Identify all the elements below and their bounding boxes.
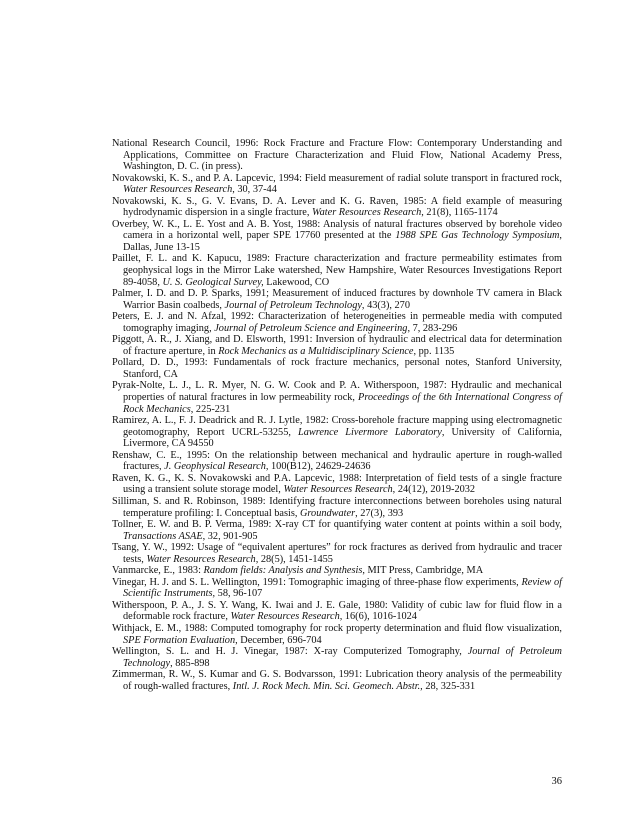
reference-details: , 30, 37-44	[232, 184, 277, 196]
reference-source-title: J. Geophysical Research,	[164, 461, 269, 473]
reference-entry	[112, 565, 562, 577]
reference-text: Overbey, W. K., L. E. Yost and A. B. Yost, 1988: Analysis of natural fractures observed by borehole video camera in a horizontal well, paper SPE 17760 presented at the	[112, 218, 562, 242]
reference-details: Lakewood, CO	[263, 276, 330, 288]
reference-source-title: Review of Scientific Instruments,	[123, 576, 562, 600]
reference-details: 28, 325-331	[422, 680, 476, 692]
reference-text: Pollard, D. D., 1993: Fundamentals of rock fracture mechanics, personal notes, Stanford University, Stanford, CA	[112, 357, 562, 380]
reference-entry	[112, 219, 562, 254]
reference-text: Tsang, Y. W., 1992: Usage of “equivalent apertures” for rock fractures as derived from hydraulic and tracer tests,	[112, 542, 562, 565]
reference-entry	[112, 173, 562, 196]
reference-text: Zimmerman, R. W., S. Kumar and G. S. Bodvarsson, 1991: Lubrication theory analysis of the permeability of rough-walled fractures,	[112, 669, 562, 692]
reference-details: , 7, 283-296	[407, 322, 458, 334]
reference-details: , MIT Press, Cambridge, MA	[362, 565, 484, 577]
reference-text: Paillet, F. L. and K. Kapucu, 1989: Fracture characterization and fracture permeability estimates from geophysical logs in the Mirror Lake watershed, New Hampshire, Water Resources Investigations Report 89-4058,	[112, 253, 562, 288]
reference-details: , 885-898	[170, 657, 210, 669]
reference-text: Raven, K. G., K. S. Novakowski and P.A. Lapcevic, 1988: Interpretation of field tests of a single fracture using a transient solute storage model,	[112, 472, 562, 496]
reference-entry	[112, 542, 562, 565]
page-number: 36	[551, 776, 562, 787]
reference-details: , 21(8), 1165-1174	[421, 207, 498, 219]
reference-details: , 27(3), 393	[355, 507, 404, 519]
reference-text: Pyrak-Nolte, L. J., L. R. Myer, N. G. W. Cook and P. A. Witherspoon, 1987: Hydraulic and mechanical properties of natural fractures in low permeability rock,	[112, 380, 562, 404]
reference-source-title: Proceedings of the 6th International Congress of Rock Mechanics	[123, 392, 562, 415]
reference-entry	[112, 496, 562, 519]
reference-text: Palmer, I. D. and D. P. Sparks, 1991; Measurement of induced fractures by downhole TV camera in Black Warrior Basin coalbeds,	[112, 288, 562, 311]
reference-details: , 225-231	[190, 403, 231, 415]
reference-source-title: U. S. Geological Survey,	[162, 276, 264, 288]
reference-entry	[112, 646, 562, 669]
reference-text: Witherspoon, P. A., J. S. Y. Wang, K. Iwai and J. E. Gale, 1980: Validity of cubic law for fluid flow in a deformable rock fracture,	[112, 599, 562, 623]
reference-source-title: SPE Formation Evaluation	[123, 634, 236, 646]
reference-entry	[112, 380, 562, 415]
reference-source-title: Intl. J. Rock Mech. Min. Sci. Geomech. Abstr.,	[232, 680, 423, 692]
reference-details: , 24(12), 2019-2032	[392, 484, 476, 496]
reference-entry	[112, 311, 562, 334]
reference-source-title: Journal of Petroleum Technology	[123, 646, 562, 669]
reference-source-title: Groundwater	[300, 507, 356, 519]
reference-details: , December, 696-704	[235, 634, 322, 646]
reference-details: , 32, 901-905	[202, 530, 258, 542]
reference-text: Vinegar, H. J. and S. L. Wellington, 1991: Tomographic imaging of three-phase flow experiments,	[112, 576, 522, 588]
reference-source-title: Journal of Petroleum Technology	[224, 299, 362, 311]
reference-source-title: 1988 SPE Gas Technology Symposium	[395, 230, 560, 242]
reference-details: 100(B12), 24629-24636	[268, 461, 371, 473]
reference-source-title: Water Resources Research	[283, 484, 393, 496]
reference-entry	[112, 357, 562, 380]
reference-text: Peters, E. J. and N. Afzal, 1992: Characterization of heterogeneities in permeable media with computed tomography imaging,	[112, 311, 562, 334]
reference-text: Ramirez, A. L., F. J. Deadrick and R. J. Lytle, 1982: Cross-borehole fracture mapping using electromagnetic geotomography, Report UCRL-53255,	[112, 415, 562, 438]
reference-text: Withjack, E. M., 1988: Computed tomography for rock property determination and fluid flow visualization,	[112, 622, 562, 634]
reference-source-title: Journal of Petroleum Science and Engineering	[214, 322, 408, 334]
reference-details: 16(6), 1016-1024	[342, 611, 417, 623]
reference-text: Wellington, S. L. and H. J. Vinegar, 1987: X-ray Computerized Tomography,	[112, 646, 468, 658]
reference-source-title: Transactions ASAE	[123, 530, 203, 542]
reference-entry	[112, 334, 562, 357]
reference-text: Vanmarcke, E., 1983:	[112, 565, 204, 577]
reference-text: Tollner, E. W. and B. P. Verma, 1989: X-ray CT for quantifying water content at points within a soil body,	[112, 519, 562, 531]
reference-text: Renshaw, C. E., 1995: On the relationship between mechanical and hydraulic aperture in rough-walled fractures,	[112, 449, 562, 473]
reference-details: , pp. 1135	[413, 345, 455, 357]
reference-text: Piggott, A. R., J. Xiang, and D. Elsworth, 1991: Inversion of hydraulic and electrical data for determination of fracture aperture, in	[112, 334, 562, 357]
reference-entry	[112, 288, 562, 311]
reference-text: Silliman, S. and R. Robinson, 1989: Identifying fracture interconnections between boreholes using natural temperature profiling: I. Conceptual basis,	[112, 495, 562, 519]
reference-entry	[112, 519, 562, 542]
reference-entry	[112, 450, 562, 473]
reference-entry	[112, 577, 562, 600]
reference-details: , 43(3), 270	[361, 299, 410, 311]
reference-entry	[112, 253, 562, 288]
reference-source-title: Water Resources Research	[312, 207, 422, 219]
reference-details: 58, 96-107	[215, 588, 263, 600]
reference-list	[112, 138, 562, 692]
reference-text: Novakowski, K. S., and P. A. Lapcevic, 1994: Field measurement of radial solute transport in fractured rock,	[112, 172, 562, 184]
reference-text: National Research Council, 1996: Rock Fracture and Fracture Flow: Contemporary Understanding and Applications, Committee on Fracture Characterization and Fluid Flow, National Academy Press, Washington, D. C. (in press).	[112, 138, 562, 173]
reference-source-title: Rock Mechanics as a Multidisciplinary Science	[218, 345, 414, 357]
reference-entry	[112, 669, 562, 692]
reference-source-title: Water Resources Research,	[230, 611, 343, 623]
reference-entry	[112, 473, 562, 496]
reference-source-title: Random fields: Analysis and Synthesis	[203, 565, 363, 577]
reference-text: Novakowski, K. S., G. V. Evans, D. A. Lever and K. G. Raven, 1985: A field example of measuring hydrodynamic dispersion in a single fracture,	[112, 195, 562, 219]
reference-source-title: Water Resources Research,	[146, 553, 259, 565]
reference-entry	[112, 196, 562, 219]
reference-entry	[112, 415, 562, 450]
reference-entry	[112, 623, 562, 646]
reference-details: , University of California, Livermore, CA 94550	[123, 426, 562, 450]
reference-details: , Dallas, June 13-15	[123, 230, 562, 253]
reference-entry	[112, 138, 562, 173]
reference-entry	[112, 600, 562, 623]
reference-source-title: Lawrence Livermore Laboratory	[298, 426, 442, 438]
reference-details: 28(5), 1451-1455	[258, 553, 333, 565]
reference-source-title: Water Resources Research	[123, 184, 233, 196]
